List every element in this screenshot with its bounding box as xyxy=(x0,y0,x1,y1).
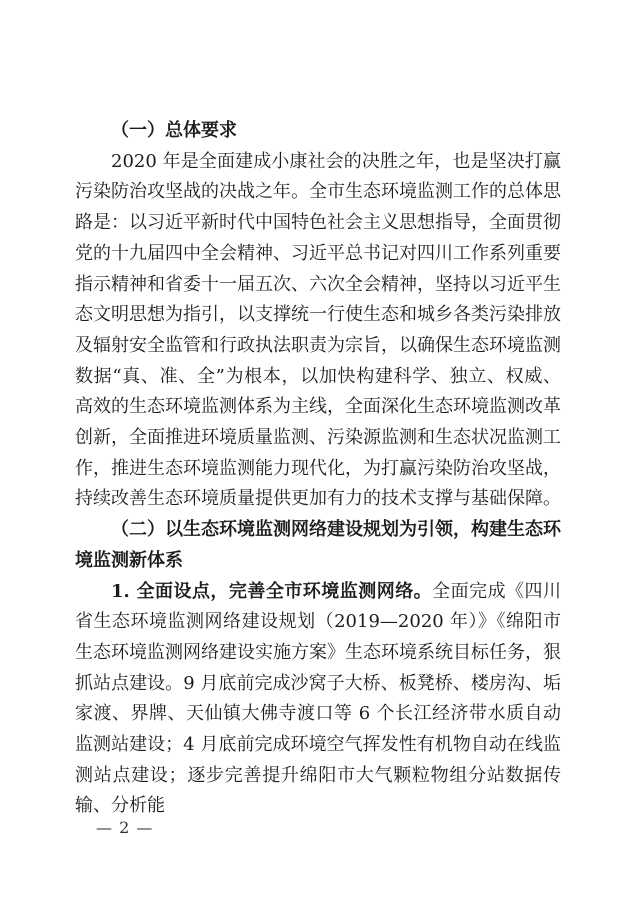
document-body xyxy=(75,116,561,822)
section-heading: （一）总体要求 xyxy=(111,120,237,141)
body-paragraph: 1. 全面设点，完善全市环境监测网络。全面完成《四川省生态环境监测网络建设规划（2019—2020 年）》《绵阳市生态环境监测网络建设实施方案》生态环境系统目标任务，狠抓站点建设。9 月底前完成沙窝子大桥、板凳桥、楼房沟、垢家渡、界牌、天仙镇大佛寺渡口等 6 个长江经济带水质自动监测站建设；4 月底前完成环境空气挥发性有机物自动在线监测站点建设；逐步完善提升绵阳市大气颗粒物组分站数据传输、分析能 xyxy=(75,580,561,817)
section-heading: （二）以生态环境监测网络建设规划为引领，构建生态环境监测新体系 xyxy=(75,519,561,571)
body-paragraph: 2020 年是全面建成小康社会的决胜之年，也是坚决打赢污染防治攻坚战的决战之年。全市生态环境监测工作的总体思路是：以习近平新时代中国特色社会主义思想指导，全面贯彻党的十九届四中全会精神、习近平总书记对四川工作系列重要指示精神和省委十一届五次、六次全会精神，坚持以习近平生态文明思想为指引，以支撑统一行使生态和城乡各类污染排放及辐射安全监管和行政执法职责为宗旨，以确保生态环境监测数据“真、准、全”为根本，以加快构建科学、独立、权威、高效的生态环境监测体系为主线，全面深化生态环境监测改革创新，全面推进环境质量监测、污染源监测和生态状况监测工作，推进生态环境监测能力现代化，为打赢污染防治攻坚战，持续改善生态环境质量提供更加有力的技术支撑与基础保障。 xyxy=(75,150,561,510)
page-number: — 2 — xyxy=(96,818,154,837)
paragraph-lead: 1. 全面设点，完善全市环境监测网络。 xyxy=(111,580,433,602)
